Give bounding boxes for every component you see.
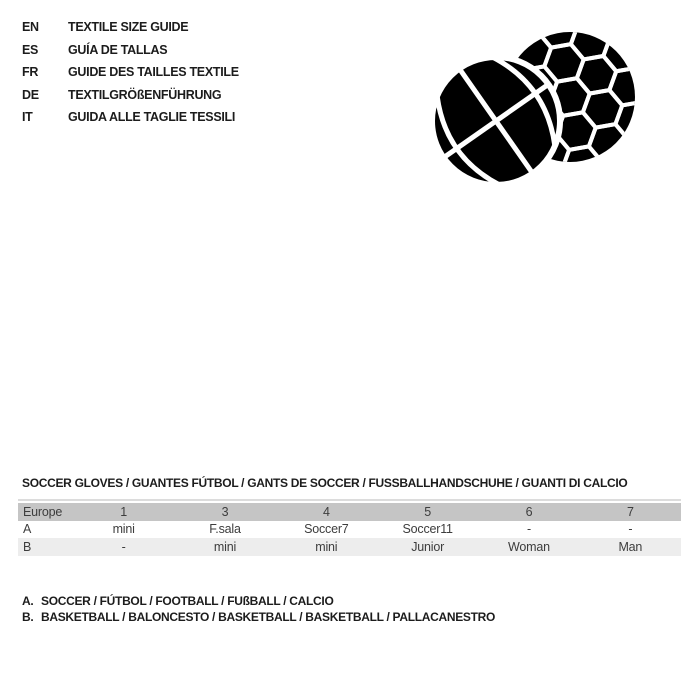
table-cell: - [526, 522, 531, 537]
guide-title-es: GUÍA DE TALLAS [68, 42, 168, 57]
legend-label-a: SOCCER / FÚTBOL / FOOTBALL / FUßBALL / CALCIO [41, 594, 334, 608]
language-code: IT [22, 110, 33, 124]
language-title-list [22, 16, 239, 129]
legend-key-a: A. [22, 594, 34, 608]
language-code: ES [22, 42, 39, 57]
table-cell: F.sala [209, 522, 241, 537]
language-row-it [22, 106, 239, 129]
table-cell: mini [315, 539, 338, 554]
header-size-6: 6 [525, 504, 533, 519]
table-cell: Man [618, 539, 643, 554]
table-cell: Junior [411, 539, 445, 554]
legend [22, 594, 495, 625]
table-cell: mini [213, 539, 237, 554]
header-size-4: 4 [322, 504, 330, 519]
guide-title-fr: GUIDE DES TAILLES TEXTILE [68, 65, 239, 79]
header-size-7: 7 [626, 504, 634, 519]
header-size-1: 1 [120, 504, 128, 519]
table-cell: - [121, 539, 126, 554]
header-size-3: 3 [221, 504, 229, 519]
guide-title-de: TEXTILGRÖßENFÜHRUNG [68, 87, 222, 102]
table-row-soccer [18, 521, 681, 539]
table-cell: - [628, 522, 633, 537]
language-code: FR [22, 65, 39, 79]
size-table-section [18, 476, 681, 556]
language-code: DE [22, 87, 39, 102]
header-europe: Europe [23, 504, 63, 519]
language-row-de [22, 84, 239, 107]
header-size-5: 5 [424, 504, 432, 519]
legend-key-b: B. [22, 609, 34, 624]
row-label: A [23, 522, 32, 537]
size-table [18, 503, 681, 556]
table-cell: Soccer7 [304, 522, 349, 537]
language-row-fr [22, 61, 239, 84]
table-cell: Soccer11 [402, 522, 453, 537]
table-cell: Woman [508, 539, 550, 554]
language-code: EN [22, 20, 39, 34]
legend-row-basketball [22, 610, 495, 626]
guide-title-en: TEXTILE SIZE GUIDE [68, 20, 189, 34]
guide-title-it: GUIDA ALLE TAGLIE TESSILI [68, 110, 236, 124]
table-row-basketball [18, 538, 681, 556]
table-header-row [18, 503, 681, 521]
language-row-es [22, 39, 239, 62]
row-label: B [23, 539, 32, 554]
size-table-title: SOCCER GLOVES / GUANTES FÚTBOL / GANTS DE SOCCER / FUSSBALLHANDSCHUHE / GUANTI DI CALCIO [22, 476, 628, 490]
language-row-en [22, 16, 239, 39]
legend-label-b: BASKETBALL / BALONCESTO / BASKETBALL / BASKETBALL / PALLACANESTRO [41, 609, 496, 624]
table-cell: mini [112, 522, 135, 537]
table-top-divider [18, 499, 681, 501]
legend-row-soccer [22, 594, 495, 610]
balls-illustration [425, 5, 675, 205]
